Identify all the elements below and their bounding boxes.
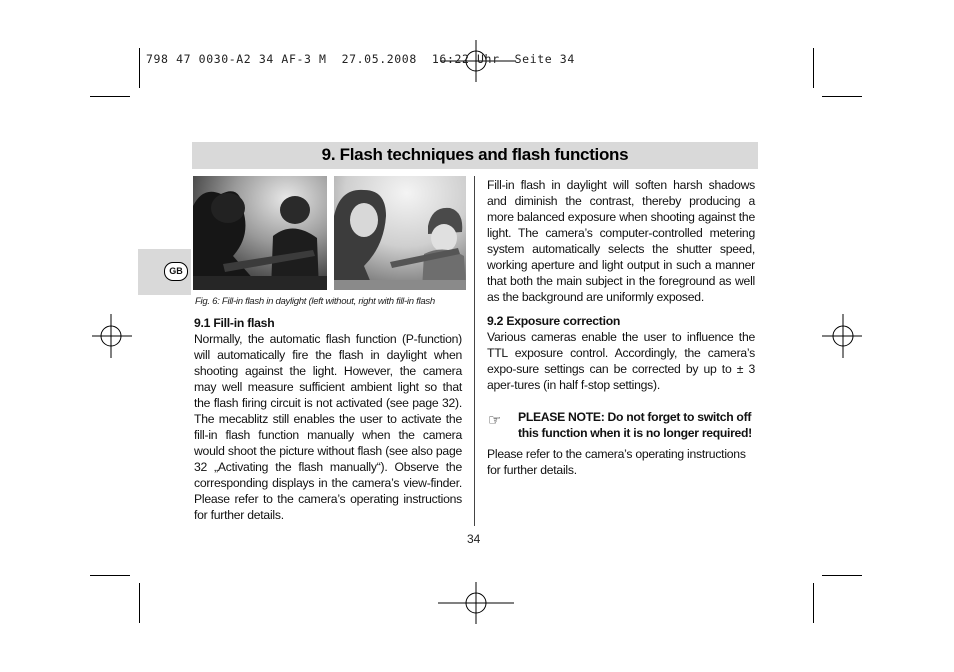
crop-mark — [813, 583, 814, 623]
section-heading-fill-in-flash: 9.1 Fill-in flash — [194, 316, 275, 330]
crop-mark — [822, 575, 862, 576]
section-heading-exposure-correction: 9.2 Exposure correction — [487, 314, 621, 328]
exposure-correction-text: Various cameras enable the user to influence the TTL exposure control. Accordingly, the camera’s expo-sure settings can be corrected by up to ± 3 aper-tures (in half f-stop settings). — [487, 330, 755, 392]
registration-mark-right — [822, 314, 862, 358]
photo-without-flash — [193, 176, 327, 290]
column-divider — [474, 176, 475, 526]
crop-mark — [813, 48, 814, 88]
language-badge: GB — [164, 262, 188, 281]
left-column — [194, 315, 462, 523]
pointing-hand-icon: ☞ — [488, 412, 502, 429]
registration-mark-bottom — [438, 582, 514, 624]
page-number: 34 — [467, 532, 481, 546]
page-title: 9. Flash techniques and flash functions — [321, 145, 629, 164]
crop-mark — [90, 575, 130, 576]
figure-caption: Fig. 6: Fill-in flash in daylight (left without, right with fill-in flash — [195, 296, 435, 307]
crop-mark — [139, 48, 140, 88]
crop-mark — [90, 96, 130, 97]
photo-with-flash — [334, 176, 466, 290]
closing-text: Please refer to the camera’s operating instructions for further details. — [487, 447, 746, 477]
note-text: PLEASE NOTE: Do not forget to switch off this function when it is no longer required! — [518, 410, 752, 440]
title-bar — [192, 142, 758, 169]
fill-in-flash-intro: Fill-in flash in daylight will soften harsh shadows and diminish the contrast, thereby producing a more balanced exposure when shooting against the light. The camera’s computer-controlled metering system automatically selects the shutter speed, working aperture and light output in such a manner that both the main subject in the foreground as well as the background are uniformly exposed. — [487, 178, 755, 304]
fill-in-flash-text: Normally, the automatic flash function (P-function) will automatically fire the flash in daylight when shooting against the light. However, the camera may well measure sufficient ambient light so that the flash firing circuit is not activated (see page 32). The mecablitz still enables the user to activate the fill-in flash function manually when the camera would shoot the picture without flash (see also page 32 „Activating the flash manually“). Observe the corresponding displays in the camera’s view-finder. Please refer to the camera’s operating instructions for further details. — [194, 332, 462, 522]
crop-mark — [139, 583, 140, 623]
registration-mark-left — [92, 314, 132, 358]
right-column — [487, 177, 755, 305]
print-header: 798 47 0030-A2 34 AF-3 M 27.05.2008 16:22 Uhr Seite 34 — [146, 52, 575, 66]
crop-mark — [822, 96, 862, 97]
exposure-section — [487, 313, 755, 393]
